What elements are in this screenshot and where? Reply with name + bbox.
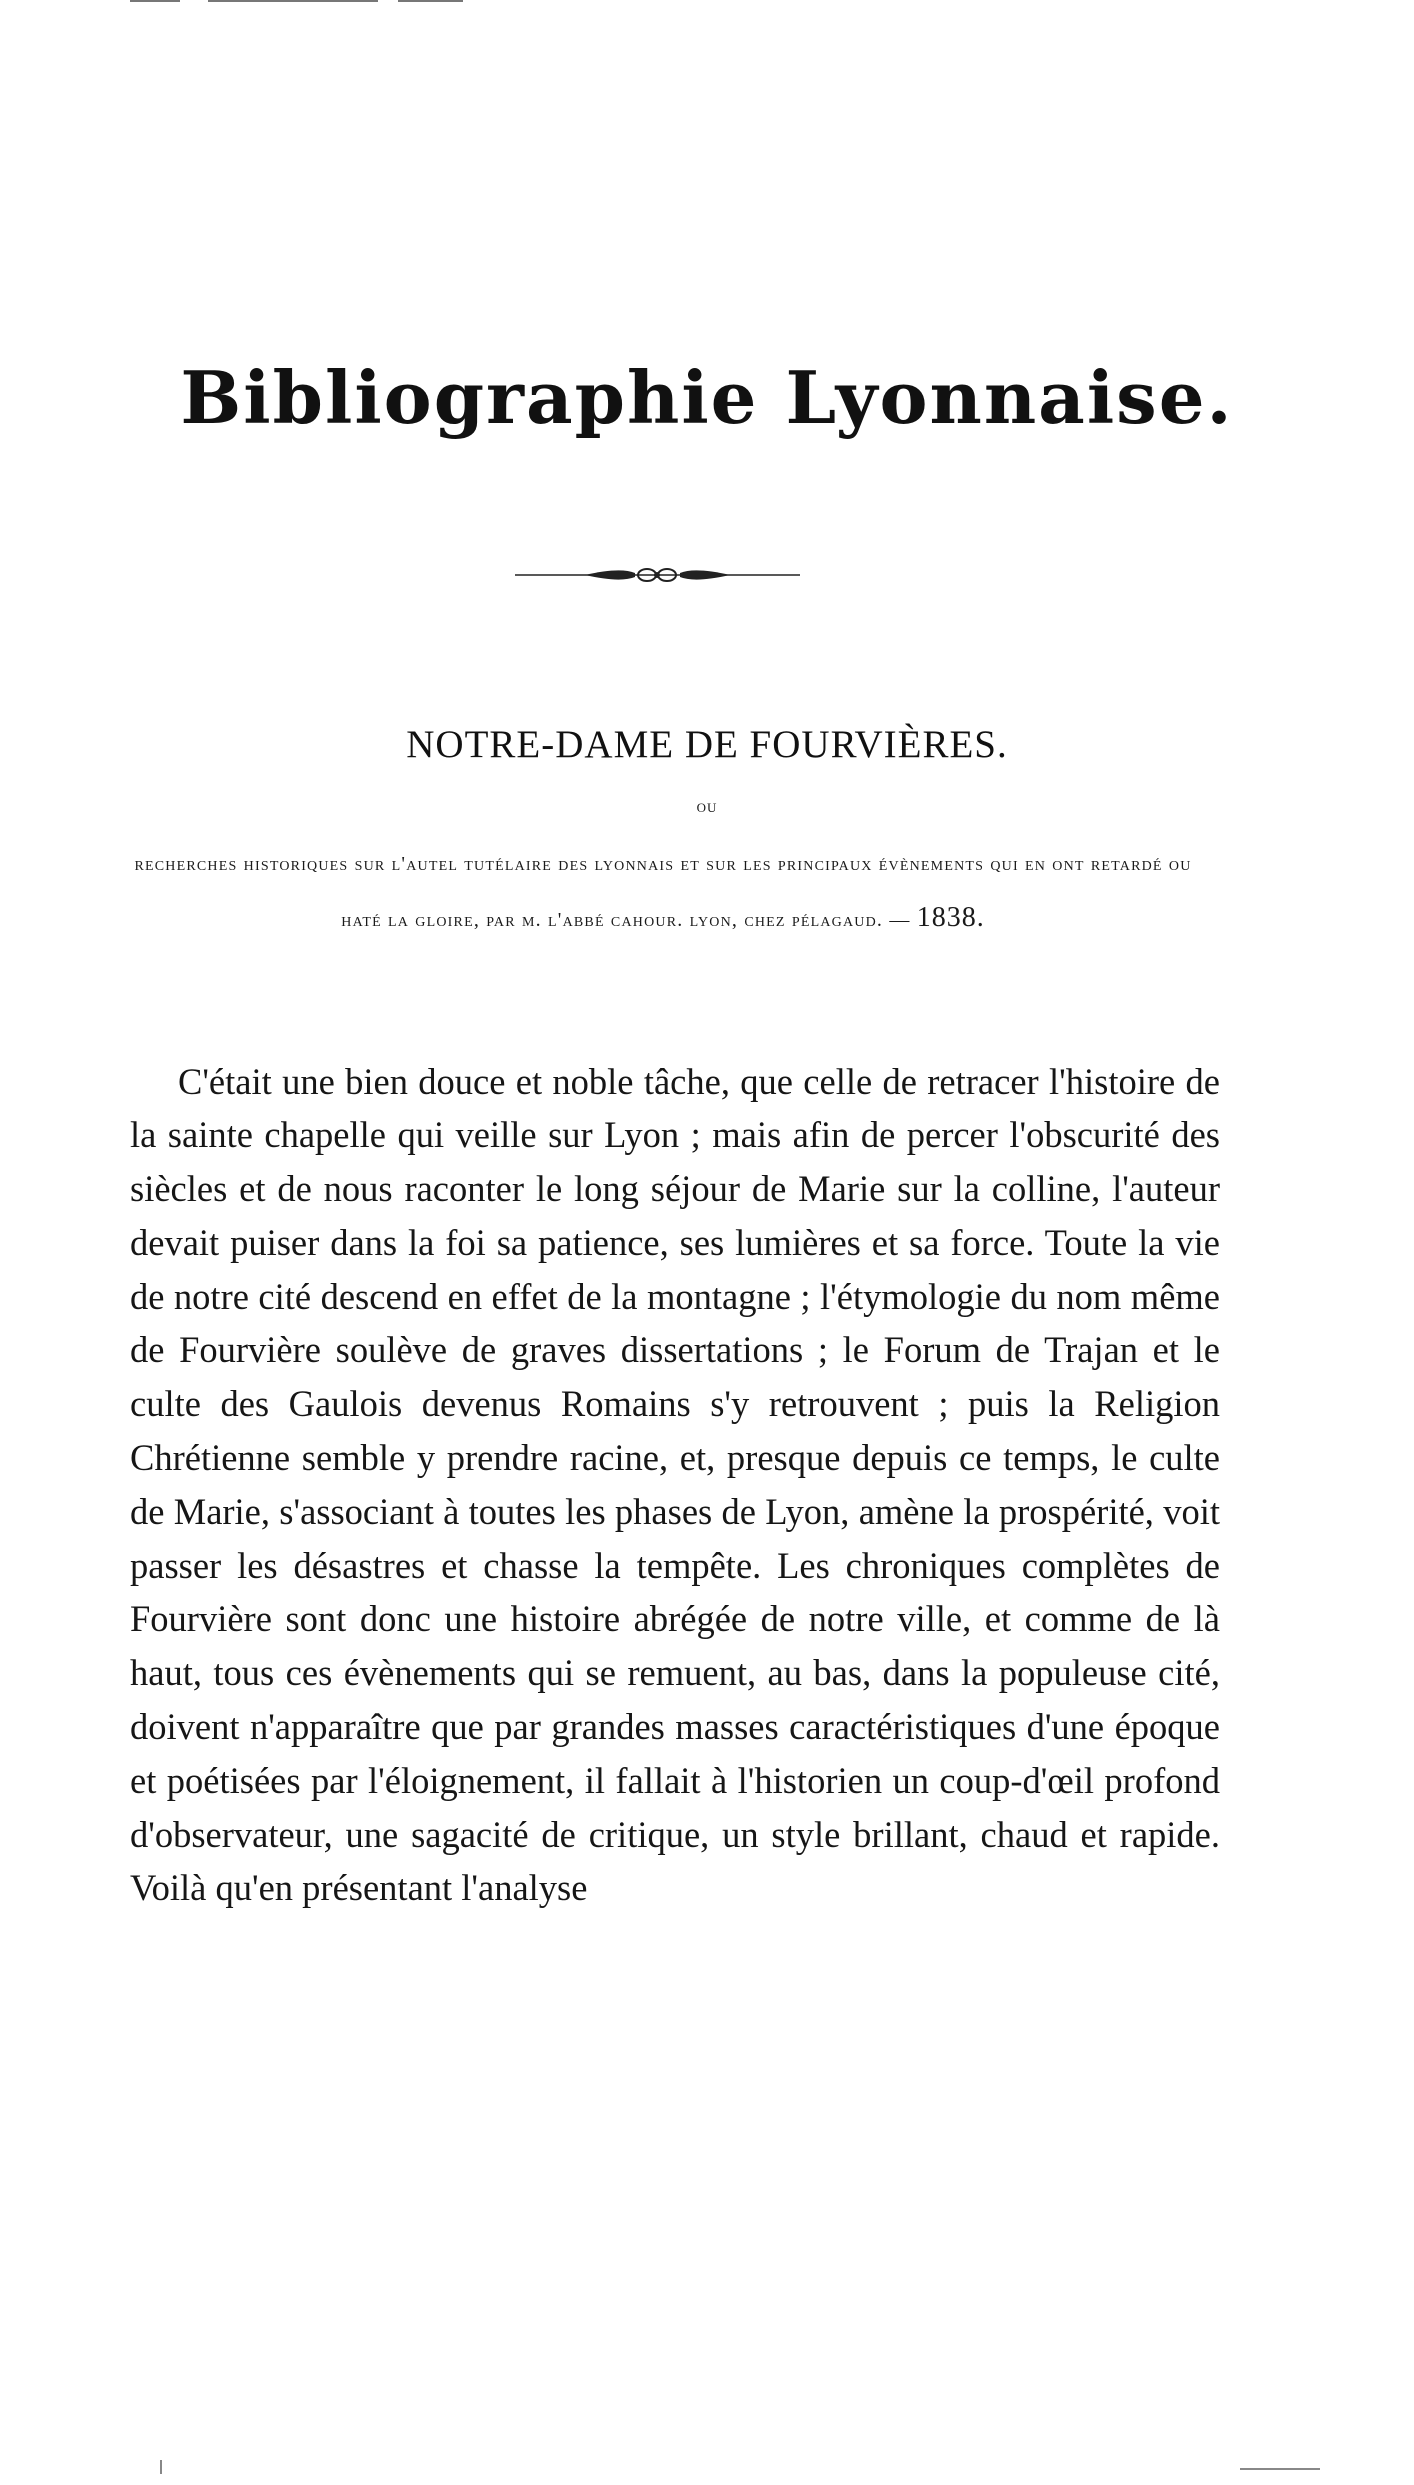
headline: NOTRE-DAME DE FOURVIÈRES. [406, 723, 1008, 766]
dash: — [889, 909, 911, 931]
body-paragraph: C'était une bien douce et noble tâche, que celle de retracer l'histoire de la sainte chapelle qui veille sur Lyon ; mais afin de percer l'obscurité des siècles et de nous raconter le long séjour de Marie sur la colline, l'auteur devait puiser dans la foi sa patience, ses lumières et sa force. Toute la vie de notre cité descend en effet de la montagne ; l'étymologie du nom même de Fourvière soulève de graves dissertations ; le Forum de Trajan et le culte des Gaulois devenus Romains s'y retrouvent ; puis la Religion Chrétienne semble y prendre racine, et, presque depuis ce temps, le culte de Marie, s'associant à toutes les phases de Lyon, amène la prospérité, voit passer les désastres et chasse la tempête. Les chroniques complètes de Fourvière sont donc une histoire abrégée de notre ville, et comme de là haut, tous ces évènements qui se remuent, au bas, dans la populeuse cité, doivent n'apparaître que par grandes masses caractéristiques d'une époque et poétisées par l'éloignement, il fallait à l'historien un coup-d'œil profond d'observateur, une sagacité de critique, un style brillant, chaud et rapide. Voilà qu'en présentant l'analyse [130, 1060, 1220, 1909]
bottom-edge-marks [0, 2460, 1414, 2480]
subtitle-text: recherches historiques sur l'autel tutélaire des lyonnais et sur les principaux évènements qui en ont retardé ou haté la gloire, par m. l'abbé cahour. lyon, chez pélagaud. [134, 853, 1192, 931]
section-title: Bibliographie Lyonnaise. [180, 355, 1234, 440]
subtitle [122, 838, 1204, 947]
ornamental-rule-icon [515, 556, 800, 594]
or-word: ou [696, 796, 718, 817]
year: 1838. [916, 902, 985, 933]
